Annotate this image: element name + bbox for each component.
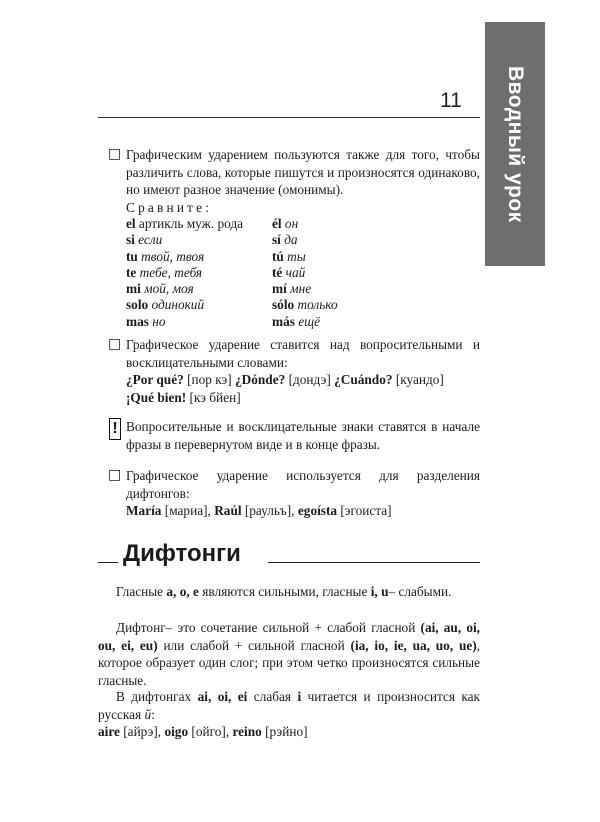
text-run: Дифтонг– это сочетание сильной + слабой гласной: [116, 620, 416, 635]
homonym-word: mí: [272, 281, 287, 297]
homonym-word: te: [126, 264, 137, 280]
example-word: oigo: [164, 724, 189, 739]
example-word: ¡Qué bien!: [126, 389, 187, 405]
strong-vowels: a, o, e: [166, 584, 199, 599]
text-run: , которое образует один слог; при этом четко произносятся сильные гласные.: [98, 637, 481, 688]
text-run: Гласные: [116, 584, 164, 599]
homonym-word: tú: [272, 248, 284, 264]
homonym-left: [126, 281, 272, 297]
section-heading: [98, 540, 480, 570]
example-word: ¿Dónde?: [235, 372, 286, 387]
item-question-words: [108, 336, 480, 406]
homonym-word: más: [272, 313, 295, 329]
example-pron: [ойго]: [191, 724, 226, 739]
homonym-left: [126, 265, 272, 281]
homonym-meaning: артикль муж. рода: [135, 216, 244, 231]
homonym-meaning: если: [134, 232, 163, 248]
example-word: ¿Cuándo?: [334, 372, 393, 387]
homonym-left: [126, 216, 272, 232]
note-punctuation: [108, 418, 480, 453]
text-run: слабая: [253, 689, 292, 704]
example-pron: [куандо]: [395, 372, 444, 387]
homonym-right: [272, 216, 480, 232]
homonym-meaning: да: [280, 232, 298, 248]
homonym-word: sí: [272, 232, 281, 248]
text-run: читается и произносится как русская: [98, 689, 481, 722]
heading-rule-left: [98, 562, 118, 563]
checkbox-marker-icon: □: [108, 336, 122, 352]
text-run: являются сильными, гласные: [202, 584, 368, 599]
homonym-left: [126, 249, 272, 265]
homonym-right: [272, 249, 480, 265]
weak-vowels: i, u: [370, 584, 389, 599]
item-homonyms-text: Графическим ударением пользуются также для того, чтобы различить слова, которые пишутся и произносятся одинаково, но имеют разное значение (омонимы).: [126, 147, 480, 197]
homonym-word: él: [272, 216, 282, 231]
homonym-word: mi: [126, 281, 141, 297]
paragraph-weak-i: [98, 688, 480, 723]
homonym-meaning: ты: [283, 248, 306, 264]
homonym-meaning: но: [148, 313, 166, 329]
example-pron: [кэ бйен]: [189, 389, 241, 405]
note-text: Вопросительные и восклицательные знаки ставятся в начале фразы в перевернутом виде и в конце фразы.: [126, 419, 480, 452]
homonym-left: [126, 297, 272, 313]
paragraph-vowels: [98, 583, 480, 601]
example-word: ¿Por qué?: [126, 372, 184, 387]
homonym-word: si: [126, 232, 135, 248]
example-word: egoísta: [297, 503, 338, 518]
homonym-word: tu: [126, 248, 138, 264]
item-diphthong-split: [108, 467, 480, 520]
homonym-right: [272, 314, 480, 330]
homonym-right: [272, 265, 480, 281]
example-word: aire: [98, 724, 120, 739]
russian-letter: й: [144, 706, 152, 722]
homonym-left: [126, 314, 272, 330]
homonym-word: sólo: [272, 297, 295, 313]
question-examples: [126, 371, 480, 406]
header-rule: [98, 117, 480, 118]
diphthong-group: (ia, io, ie, ua, uo, ue): [350, 637, 477, 653]
example-word: reino: [232, 724, 262, 739]
homonym-meaning: мой, моя: [140, 281, 194, 297]
section-title: Дифтонги: [123, 540, 241, 567]
diphthong-split-examples: María [мариа], Raúl [раульъ], egoísta [эгоиста]: [126, 503, 392, 518]
diphthong-group: ai, oi, ei: [197, 689, 248, 704]
example-word: María: [126, 503, 162, 518]
homonym-meaning: тебе, тебя: [136, 264, 203, 280]
homonym-word: solo: [126, 297, 149, 313]
checkbox-marker-icon: □: [108, 146, 122, 162]
side-tab-label: Вводный урок: [504, 65, 527, 223]
heading-rule-right: [268, 562, 480, 563]
example-pron: [дондэ]: [288, 372, 331, 387]
homonym-word: mas: [126, 313, 149, 329]
side-tab: [485, 22, 545, 266]
homonym-right: [272, 232, 480, 248]
example-word: Raúl: [214, 503, 242, 518]
example-pron: [эгоиста]: [340, 503, 392, 518]
item-question-words-text: Графическое ударение ставится над вопросительными и восклицательными словами:: [126, 337, 480, 370]
homonym-left: [126, 232, 272, 248]
homonym-meaning: он: [281, 216, 299, 231]
homonym-meaning: только: [294, 297, 338, 313]
text-run: В дифтонгах: [116, 689, 192, 704]
example-pron: [айрэ]: [123, 724, 158, 739]
example-pron: [рэйно]: [265, 724, 308, 739]
exclamation-note-icon: !: [109, 418, 121, 440]
example-pron: [пор кэ]: [187, 372, 232, 387]
homonym-meaning: ещё: [294, 313, 321, 329]
text-run: – слабыми.: [388, 584, 452, 599]
item-homonyms: [108, 146, 480, 330]
homonym-meaning: твой, твоя: [137, 248, 205, 264]
paragraph-diphthong-definition: [98, 619, 480, 689]
homonym-meaning: одинокий: [148, 297, 205, 313]
checkbox-marker-icon: □: [108, 467, 122, 483]
example-pron: [мариа]: [164, 503, 208, 518]
homonym-word: el: [126, 216, 136, 231]
text-run: :: [151, 706, 155, 722]
homonym-meaning: чай: [282, 264, 306, 280]
compare-label: Сравните:: [126, 199, 213, 215]
homonym-pairs-table: [126, 216, 480, 330]
homonym-right: [272, 281, 480, 297]
diphthong-group: (ai, au, oi, ou, ei, eu): [98, 620, 480, 653]
example-pron: [раульъ]: [244, 503, 292, 518]
text-run: или слабой + сильной гласной: [163, 637, 345, 653]
homonym-word: té: [272, 264, 283, 280]
item-diphthong-split-text: Графическое ударение используется для разделения дифтонгов:: [126, 468, 480, 501]
diphthong-examples: aire [айрэ], oigo [ойго], reino [рэйно]: [98, 724, 308, 739]
page-number: 11: [440, 89, 462, 112]
homonym-meaning: мне: [286, 281, 312, 297]
homonym-right: [272, 297, 480, 313]
letter: i: [297, 689, 302, 704]
